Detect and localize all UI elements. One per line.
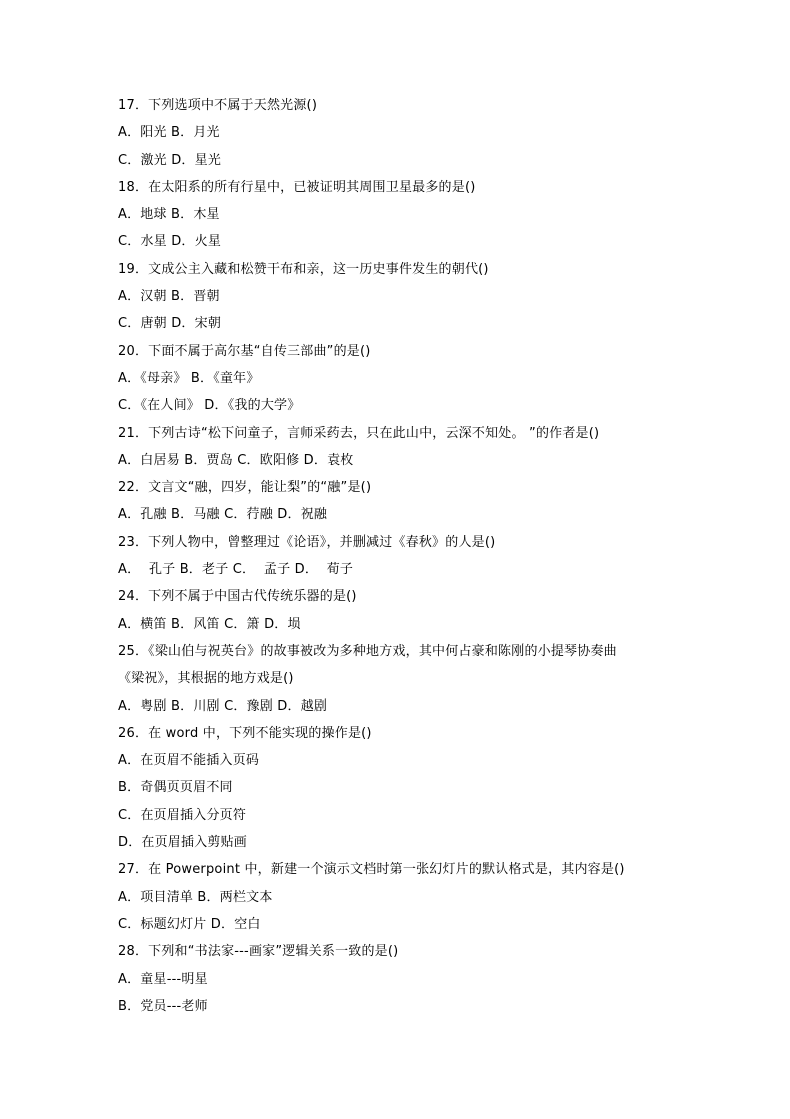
question-24-options: A．横笛 B．风笛 C．箫 D．埙 <box>118 616 301 632</box>
question-20-options-ab: A．《母亲》 B．《童年》 <box>118 370 260 386</box>
question-19-stem: 19．文成公主入藏和松赞干布和亲，这一历史事件发生的朝代() <box>118 261 489 277</box>
question-26-option-a: A．在页眉不能插入页码 <box>118 753 260 769</box>
question-24-stem: 24．下列不属于中国古代传统乐器的是() <box>118 589 357 605</box>
question-19-options-cd: C．唐朝 D．宋朝 <box>118 316 222 332</box>
question-18-stem: 18．在太阳系的所有行星中，已被证明其周围卫星最多的是() <box>118 179 476 195</box>
question-22-options: A．孔融 B．马融 C．荇融 D．祝融 <box>118 507 328 523</box>
question-18-options-ab: A．地球 B．木星 <box>118 207 220 223</box>
question-27-options-cd: C．标题幻灯片 D．空白 <box>118 916 261 932</box>
question-23-options: A． 孔子 B．老子 C． 孟子 D． 荀子 <box>118 562 354 578</box>
question-28-option-b: B．党员---老师 <box>118 998 208 1014</box>
question-20-stem: 20．下面不属于高尔基“自传三部曲”的是() <box>118 343 371 359</box>
question-20-options-cd: C．《在人间》 D．《我的大学》 <box>118 398 301 414</box>
question-21-options: A．白居易 B．贾岛 C．欧阳修 D．袁枚 <box>118 452 354 468</box>
question-22-stem: 22．文言文“融，四岁，能让梨”的“融”是() <box>118 480 372 496</box>
question-26-option-d: D．在页眉插入剪贴画 <box>118 835 248 851</box>
question-19-options-ab: A．汉朝 B．晋朝 <box>118 289 220 305</box>
question-26-stem: 26．在 word 中，下列不能实现的操作是() <box>118 725 372 741</box>
question-25-stem-line-2: 《梁祝》，其根据的地方戏是() <box>118 671 294 687</box>
question-18-options-cd: C．水星 D．火星 <box>118 234 222 250</box>
question-27-stem: 27．在 Powerpoint 中，新建一个演示文档时第一张幻灯片的默认格式是，其内容是() <box>118 862 625 878</box>
question-21-stem: 21．下列古诗“松下问童子，言师采药去，只在此山中，云深不知处。 ”的作者是() <box>118 425 600 441</box>
question-23-stem: 23．下列人物中，曾整理过《论语》，并删减过《春秋》的人是() <box>118 534 496 550</box>
question-17-stem: 17．下列选项中不属于天然光源() <box>118 98 318 113</box>
question-28-option-a: A．童星---明星 <box>118 971 208 987</box>
question-26-option-b: B．奇偶页页眉不同 <box>118 780 233 796</box>
question-25-stem-line-1: 25．《梁山伯与祝英台》的故事被改为多种地方戏，其中何占豪和陈刚的小提琴协奏曲 <box>118 643 617 659</box>
question-17-options-ab: A．阳光 B．月光 <box>118 125 220 141</box>
question-list <box>118 96 678 1024</box>
question-17-options-cd: C．激光 D．星光 <box>118 152 222 168</box>
question-25-options: A．粤剧 B．川剧 C．豫剧 D．越剧 <box>118 698 328 714</box>
question-27-options-ab: A．项目清单 B．两栏文本 <box>118 889 273 905</box>
question-28-stem: 28．下列和“书法家---画家”逻辑关系一致的是() <box>118 944 399 960</box>
question-26-option-c: C．在页眉插入分页符 <box>118 807 247 823</box>
